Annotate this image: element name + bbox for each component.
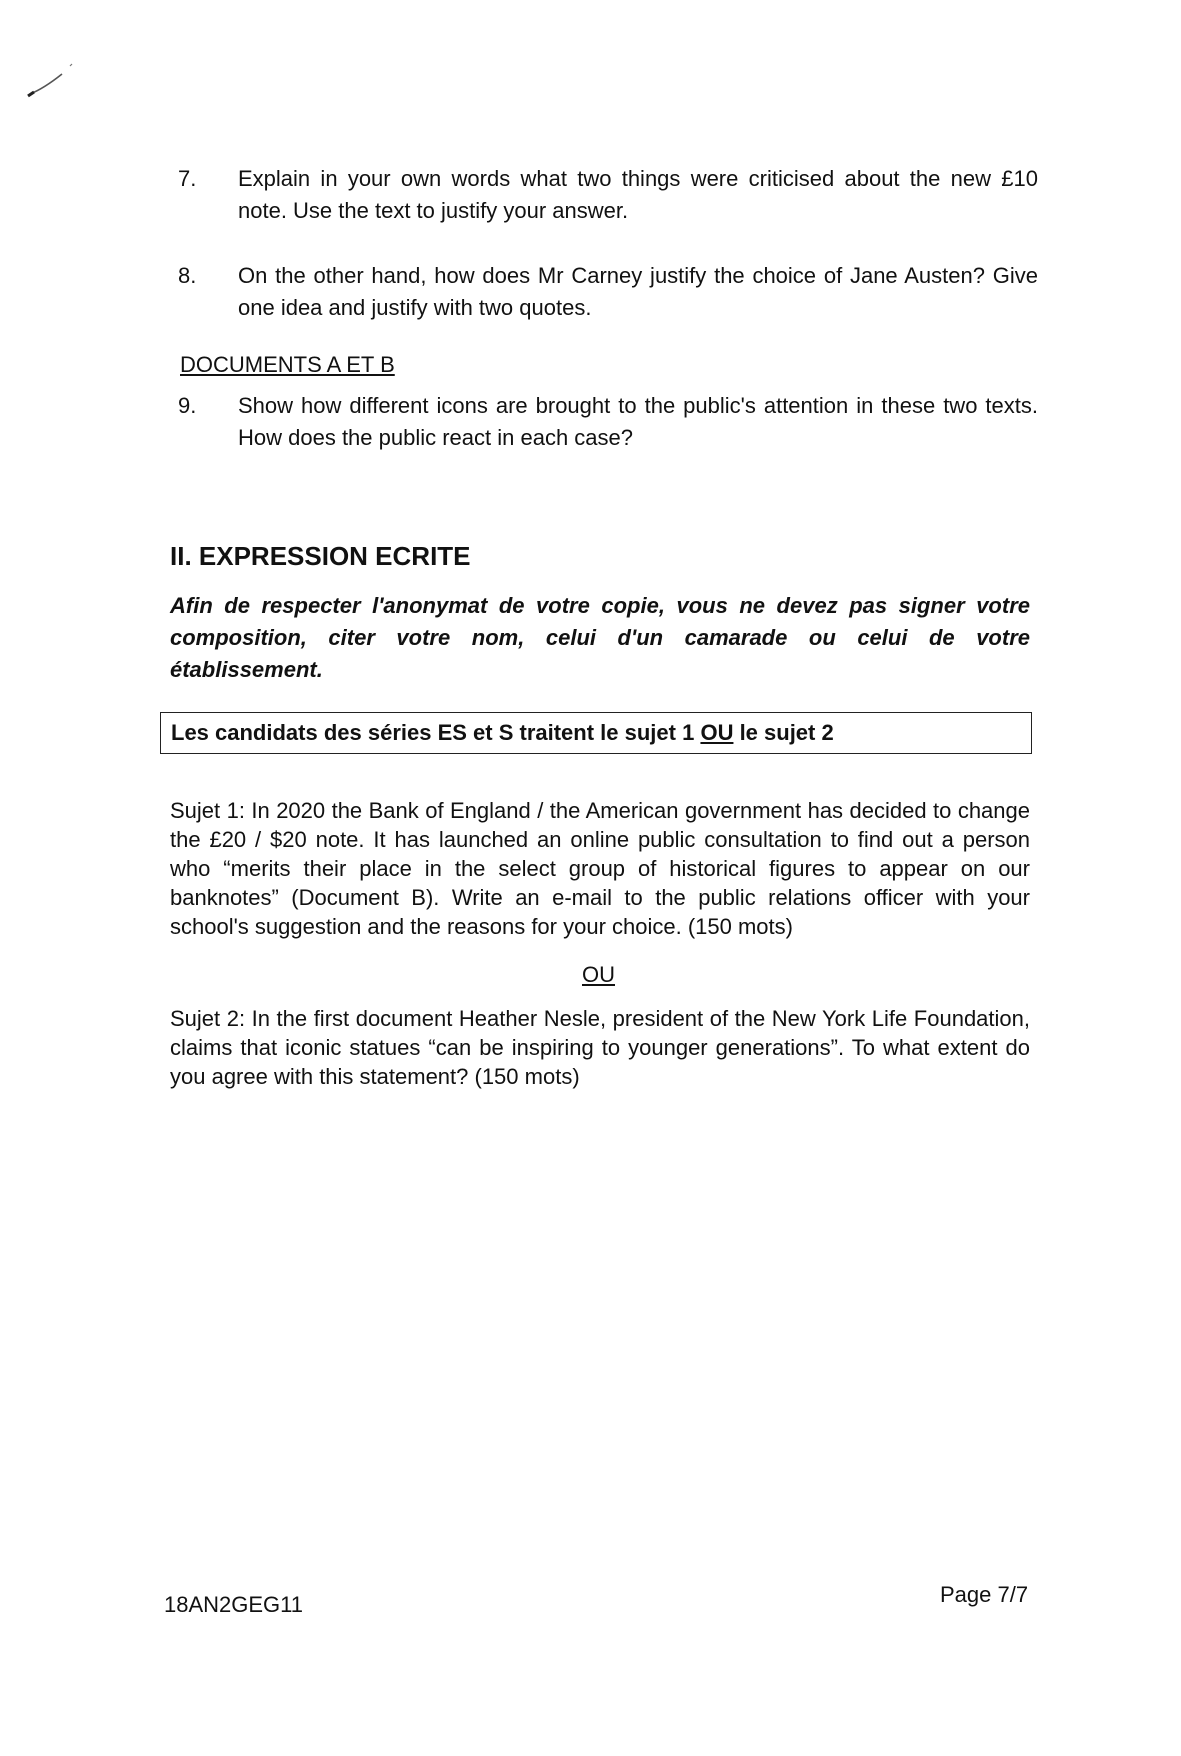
subject-choice-ou: OU <box>700 720 734 745</box>
subject-choice-box <box>160 712 1032 754</box>
exam-code: 18AN2GEG11 <box>164 1592 304 1617</box>
sujet-2: Sujet 2: In the first document Heather Nesle, president of the New York Life Foundation, claims that iconic statues “can be inspiring to younger generations”. To what extent do you agree with this statement? (150 mots) <box>170 1006 1030 1089</box>
page-number: Page 7/7 <box>940 1582 1029 1607</box>
section-title: II. EXPRESSION ECRITE <box>170 541 471 571</box>
question-number: 8. <box>178 263 197 288</box>
question-number: 9. <box>178 393 197 418</box>
sujet-1: Sujet 1: In 2020 the Bank of England / the American government has decided to change the £20 / $20 note. It has launched an online public consultation to find out a person who “merits their place in the select group of historical figures to appear on our banknotes” (Document B). Write an e-mail to the public relations officer with your school's suggestion and the reasons for your choice. (150 mots) <box>170 798 1030 939</box>
or-separator: OU <box>582 962 615 987</box>
question-text: Show how different icons are brought to the public's attention in these two texts. How does the public react in each case? <box>238 393 1038 450</box>
question-number: 7. <box>178 166 197 191</box>
subject-choice-after: le sujet 2 <box>733 720 834 745</box>
subject-choice-text <box>171 719 834 747</box>
documents-heading: DOCUMENTS A ET B <box>180 352 395 377</box>
subject-choice-before: Les candidats des séries ES et S traitent le sujet 1 <box>171 720 701 745</box>
question-9 <box>178 390 1038 454</box>
question-7 <box>178 163 1038 227</box>
question-8 <box>178 260 1038 324</box>
anonymity-instructions: Afin de respecter l'anonymat de votre copie, vous ne devez pas signer votre composition, citer votre nom, celui d'un camarade ou celui de votre établissement. <box>170 593 1030 682</box>
question-text: On the other hand, how does Mr Carney justify the choice of Jane Austen? Give one idea and justify with two quotes. <box>238 263 1038 320</box>
pen-mark-icon <box>26 62 78 98</box>
question-text: Explain in your own words what two things were criticised about the new £10 note. Use the text to justify your answer. <box>238 166 1038 223</box>
